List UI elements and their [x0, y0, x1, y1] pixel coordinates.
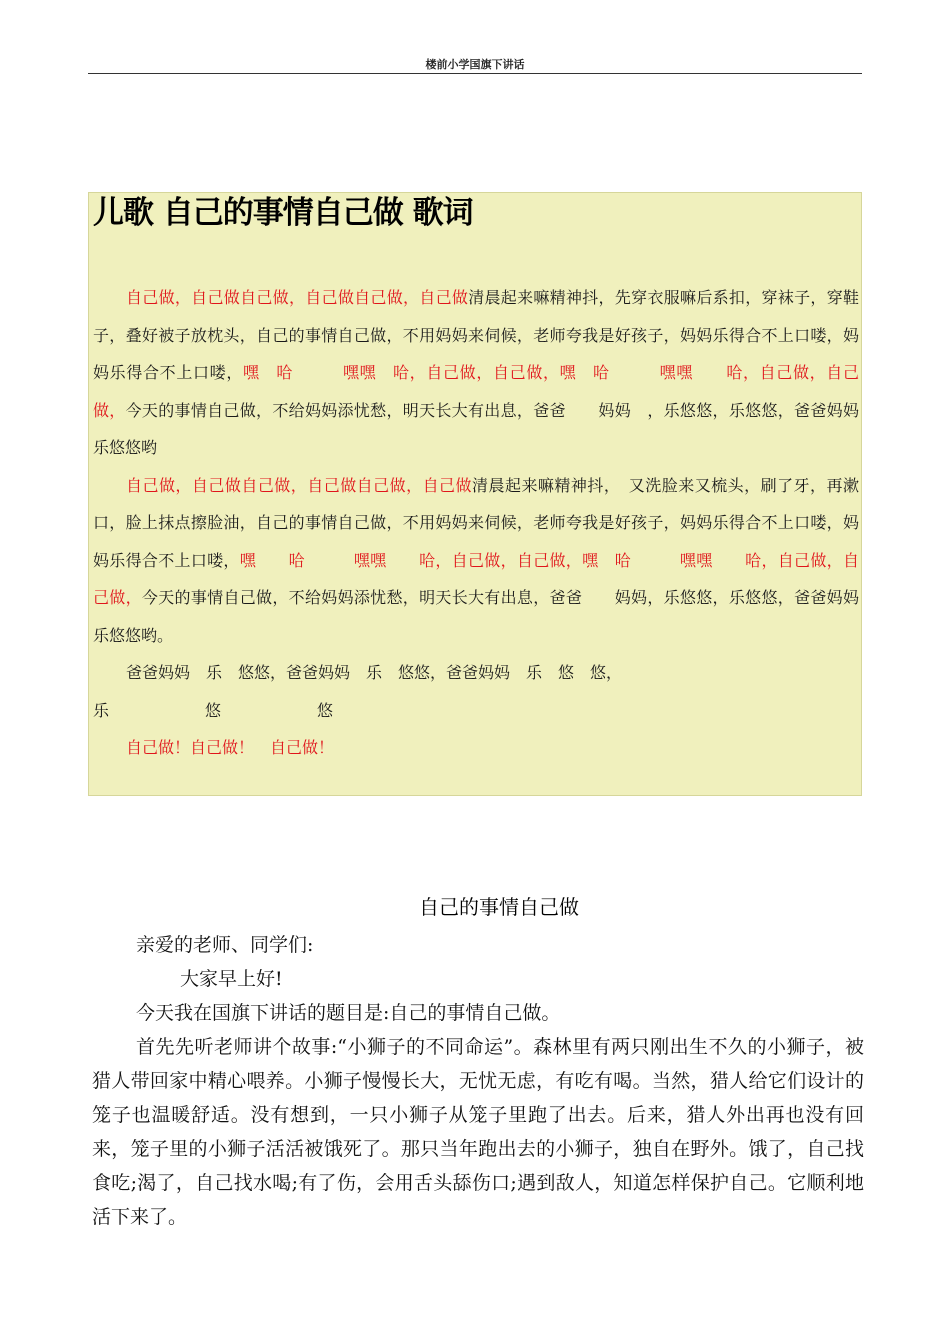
outro-line-2: 乐 悠 悠 [93, 700, 334, 720]
song-lyrics-box [88, 192, 862, 796]
header-divider [88, 73, 862, 74]
verse-1-chorus: 自己做，自己做自己做，自己做自己做，自己做 [126, 288, 469, 307]
speech-greeting: 大家早上好! [180, 968, 283, 990]
verse-2-closing: 今天的事情自己做，不给妈妈添忧愁，明天长大有出息，爸爸 妈妈，乐悠悠，乐悠悠，爸爸妈妈乐悠悠哟。 [93, 588, 859, 645]
song-lyrics [93, 279, 859, 767]
song-ending: 自己做！自己做！ 自己做！ [126, 738, 335, 757]
page-header: 楼前小学国旗下讲话 [425, 58, 525, 71]
verse-2-chorus: 自己做，自己做自己做，自己做自己做，自己做 [126, 475, 473, 495]
verse-1-text: 清晨起来嘛精神抖，先穿衣服嘛后系扣，穿袜子，穿鞋子，叠好被子放枕头，自己的事情自己做，不用妈妈来伺候，老师夸我是好孩子，妈妈乐得合不上口喽，妈妈乐得合不上口喽， [93, 288, 859, 382]
speech-story: 首先先听老师讲个故事:“小狮子的不同命运”。森林里有两只刚出生不久的小狮子，被猎人带回家中精心喂养。小狮子慢慢长大，无忧无虑，有吃有喝。当然，猎人给它们设计的笼子也温暖舒适。没有想到，一只小狮子从笼子里跑了出去。后来，猎人外出再也没有回来，笼子里的小狮子活活被饿死了。那只当年跑出去的小狮子，独自在野外。饿了，自己找食吃;渴了，自己找水喝;有了伤，会用舌头舔伤口;遇到敌人，知道怎样保护自己。它顺利地活下来了。 [92, 1036, 864, 1228]
speech-salutation: 亲爱的老师、同学们: [136, 934, 314, 956]
speech-body [92, 928, 864, 1234]
verse-1 [93, 279, 859, 467]
outro-line-1: 爸爸妈妈 乐 悠悠，爸爸妈妈 乐 悠悠，爸爸妈妈 乐 悠 悠， [126, 663, 623, 682]
verse-2 [93, 467, 859, 655]
verse-1-cheer: 嘿 哈 嘿嘿 哈，自己做，自己做，嘿 哈 嘿嘿 哈，自己做，自己做， [93, 363, 859, 420]
song-title: 儿歌 自己的事情自己做 歌词 [93, 195, 473, 231]
speech-intro: 今天我在国旗下讲话的题目是:自己的事情自己做。 [136, 1002, 561, 1024]
speech-title: 自己的事情自己做 [419, 895, 579, 919]
verse-2-cheer: 嘿 哈 嘿嘿 哈，自己做，自己做，嘿 哈 嘿嘿 哈，自己做，自己做， [93, 550, 859, 607]
verse-2-text: 清晨起来嘛精神抖， 又洗脸来又梳头，刷了牙，再漱口，脸上抹点擦脸油，自己的事情自己做，不用妈妈来伺候，老师夸我是好孩子，妈妈乐得合不上口喽，妈妈乐得合不上口喽， [93, 475, 859, 570]
verse-1-closing: 今天的事情自己做，不给妈妈添忧愁，明天长大有出息，爸爸 妈妈 ，乐悠悠，乐悠悠，爸爸妈妈乐悠悠哟 [93, 400, 859, 457]
